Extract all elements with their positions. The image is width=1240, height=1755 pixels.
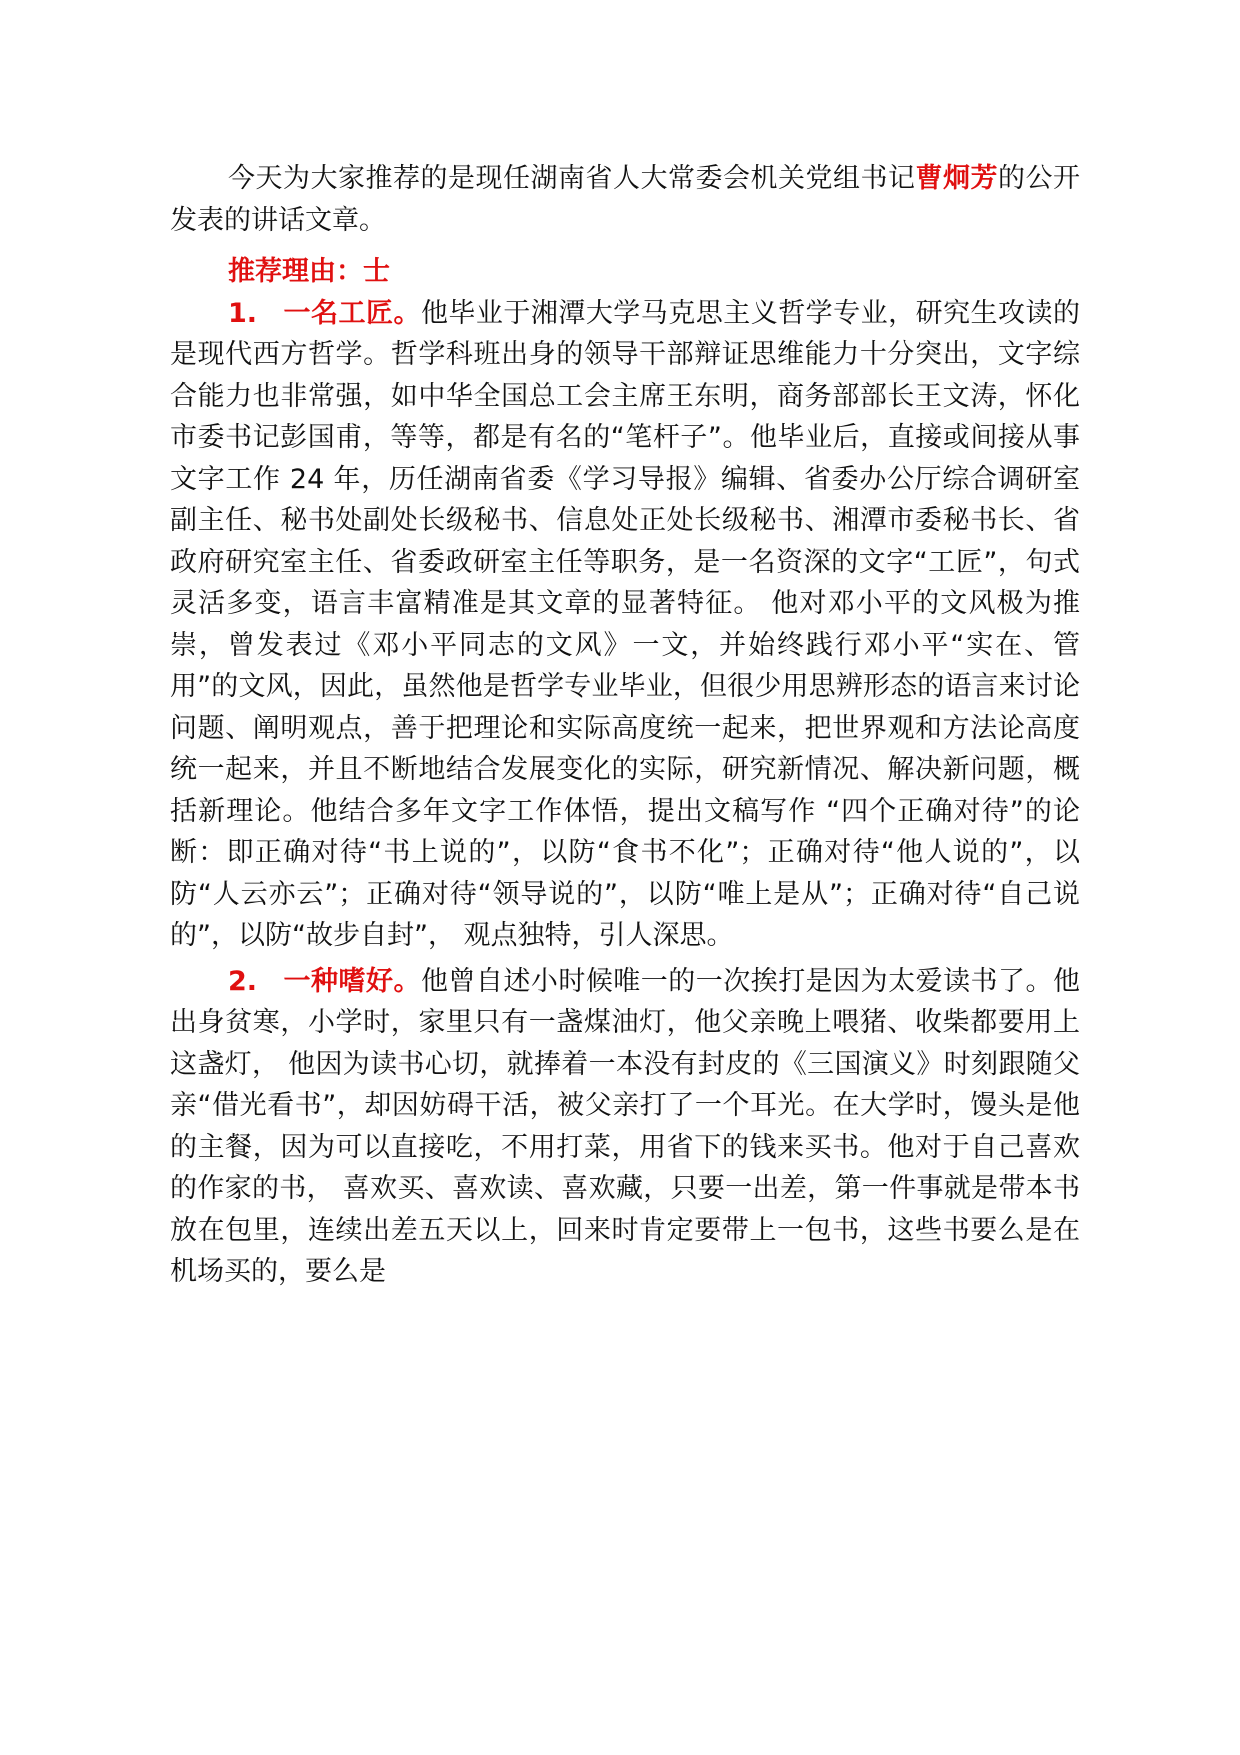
reason-number: 1. (228, 297, 258, 329)
reason-title: 一种嗜好。 (283, 965, 421, 997)
reason-body: 他曾自述小时候唯一的一次挨打是因为太爱读书了。他出身贫寒，小学时，家里只有一盏煤油灯，他父亲晚上喂猪、收柴都要用上这盏灯， 他因为读书心切，就捧着一本没有封皮的《三国演义》时刻跟随父亲“借光看书”，却因妨碍干活，被父亲打了一个耳光。在大学时，馒头是他的主餐，因为可以直接吃，不用打菜，用省下的钱来买书。他对于自己喜欢的作家的书， 喜欢买、喜欢读、喜欢藏，只要一出差，第一件事就是带本书放在包里，连续出差五天以上，回来时肯定要带上一包书，这些书要么是在机场买的，要么是 (170, 965, 1081, 1287)
document-page (170, 158, 1080, 1293)
person-name: 曹炯芳 (915, 163, 998, 194)
reason-paragraph-1 (170, 293, 1080, 957)
reasons-heading (170, 251, 1080, 293)
reason-paragraph-2 (170, 961, 1080, 1293)
intro-paragraph (170, 158, 1080, 241)
reason-body: 他毕业于湘潭大学马克思主义哲学专业，研究生攻读的是现代西方哲学。哲学科班出身的领导干部辩证思维能力十分突出，文字综合能力也非常强，如中华全国总工会主席王东明，商务部部长王文涛，怀化市委书记彭国甫，等等，都是有名的“笔杆子”。他毕业后，直接或间接从事文字工作 24 年，历任湖南省委《学习导报》编辑、省委办公厅综合调研室副主任、秘书处副处长级秘书、信息处正处长级秘书、湘潭市委秘书长、省政府研究室主任、省委政研室主任等职务，是一名资深的文字“工匠”，句式灵活多变，语言丰富精准是其文章的显著特征。 他对邓小平的文风极为推崇，曾发表过《邓小平同志的文风》一文，并始终践行邓小平“实在、管用”的文风，因此，虽然他是哲学专业毕业，但很少用思辨形态的语言来讨论问题、阐明观点，善于把理论和实际高度统一起来，把世界观和方法论高度统一起来，并且不断地结合发展变化的实际，研究新情况、解决新问题，概括新理论。他结合多年文字工作体悟，提出文稿写作 “四个正确对待”的论断：即正确对待“书上说的”，以防“食书不化”；正确对待“他人说的”，以防“人云亦云”；正确对待“领导说的”，以防“唯上是从”；正确对待“自己说的”，以防“故步自封”， 观点独特，引人深思。 (170, 297, 1081, 951)
reason-number: 2. (228, 965, 258, 997)
intro-text-before: 今天为大家推荐的是现任湖南省人大常委会机关党组书记 (228, 163, 916, 194)
intro-text-after: 的公开发表的讲话文章。 (170, 163, 1080, 236)
reasons-heading-text: 推荐理由：士 (228, 256, 390, 287)
reason-title: 一名工匠。 (283, 297, 421, 329)
